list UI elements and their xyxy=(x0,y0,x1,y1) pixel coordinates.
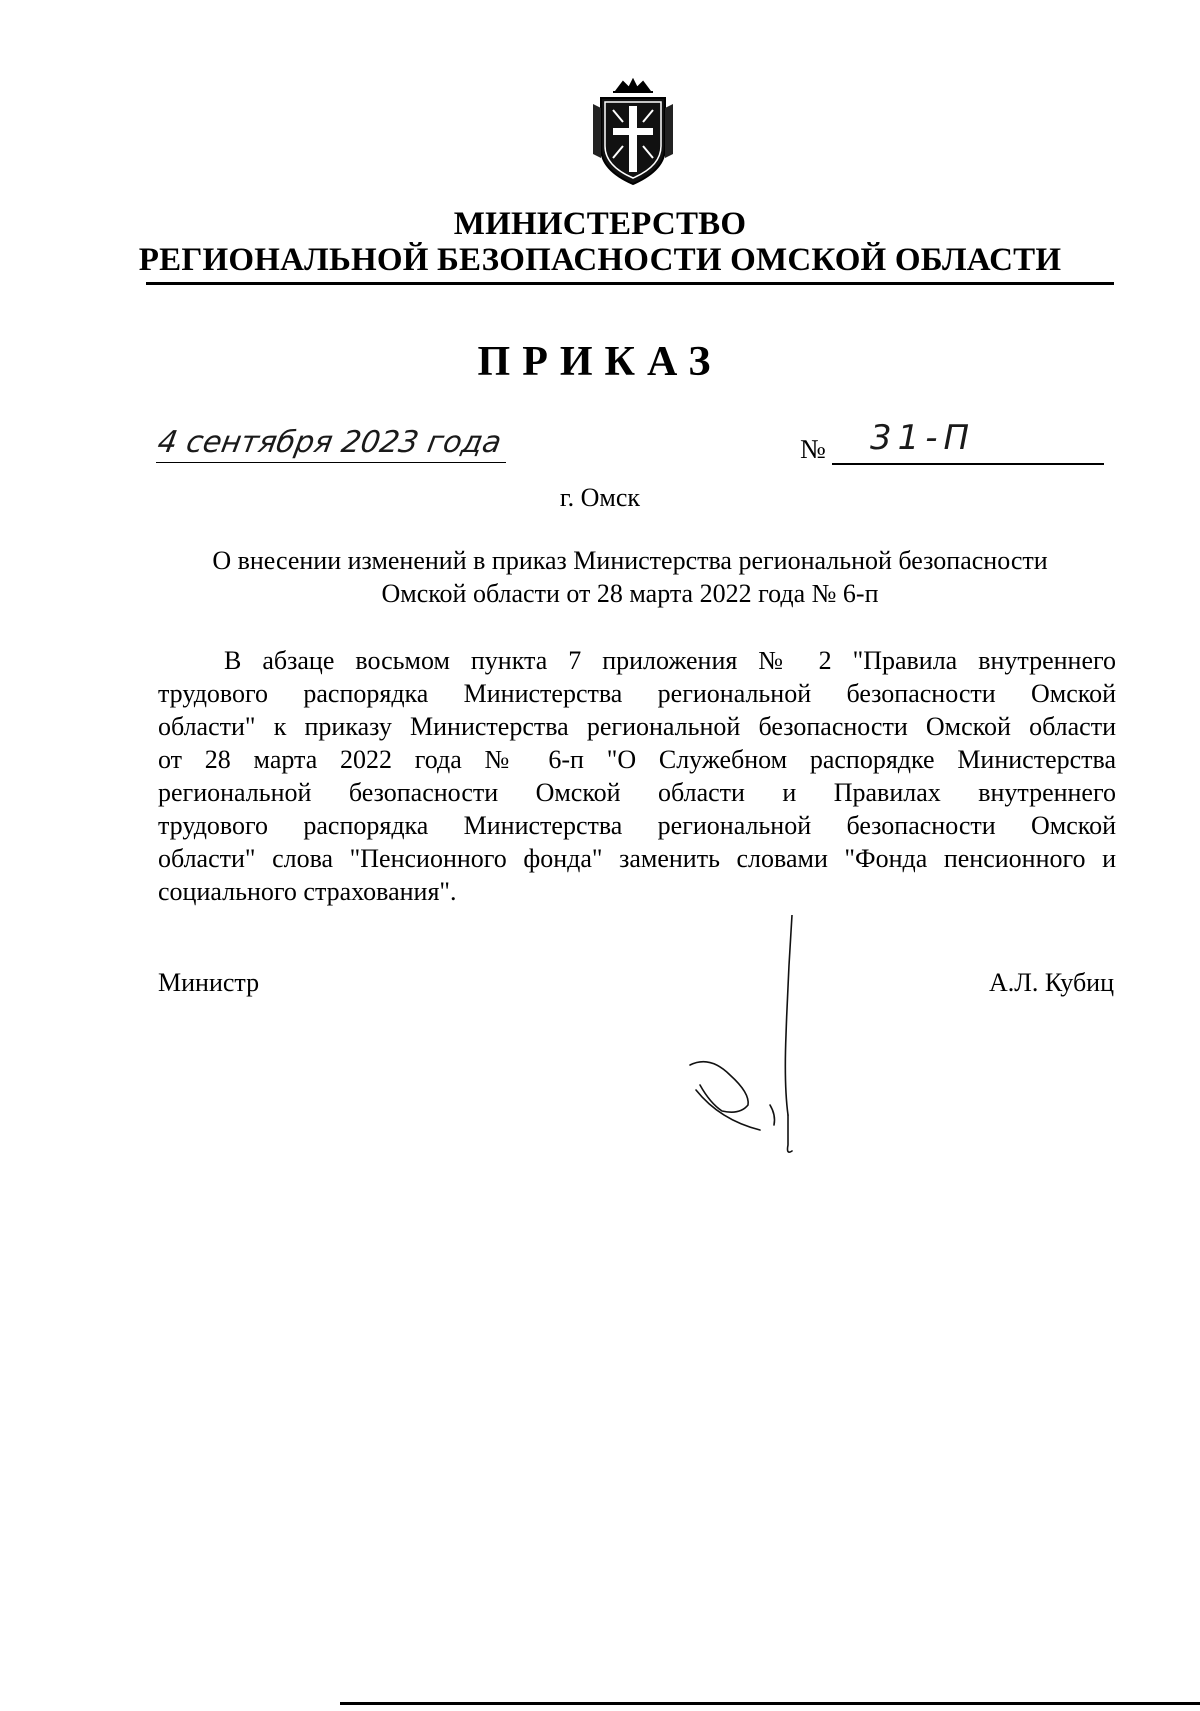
body-line: области" слова "Пенсионного фонда" заменить словами "Фонда пенсионного и xyxy=(158,844,1116,873)
header-divider xyxy=(146,282,1114,285)
signer-position: Министр xyxy=(158,968,260,997)
body-line: трудового распорядка Министерства региональной безопасности Омской xyxy=(158,811,1116,840)
signer-name: А.Л. Кубиц xyxy=(988,968,1114,997)
number-underline xyxy=(832,463,1104,465)
handwritten-date: 4 сентября 2023 года xyxy=(154,425,505,460)
subject-line: О внесении изменений в приказ Министерства региональной безопасности xyxy=(212,546,1048,575)
body-line: социального страхования". xyxy=(158,877,457,906)
document-subject xyxy=(150,544,1110,610)
subject-line: Омской области от 28 марта 2022 года № 6-п xyxy=(381,579,879,608)
coat-of-arms-icon xyxy=(583,78,683,190)
body-line: области" к приказу Министерства региональной безопасности Омской области xyxy=(158,712,1116,741)
body-line: региональной безопасности Омской области и Правилах внутреннего xyxy=(158,778,1116,807)
number-label: № xyxy=(800,434,826,464)
body-line: трудового распорядка Министерства региональной безопасности Омской xyxy=(158,679,1116,708)
body-line: В абзаце восьмом пункта 7 приложения № 2 "Правила внутреннего xyxy=(224,646,1116,675)
city: г. Омск xyxy=(559,483,641,512)
ministry-name-line1: МИНИСТЕРСТВО xyxy=(453,206,747,242)
date-underline xyxy=(156,462,506,463)
signature-icon xyxy=(670,915,820,1175)
body-line: от 28 марта 2022 года № 6-п "О Служебном распорядке Министерства xyxy=(158,745,1116,774)
handwritten-number: 31-П xyxy=(870,418,976,458)
bottom-border xyxy=(340,1702,1200,1705)
document-title: ПРИКАЗ xyxy=(477,339,723,385)
ministry-name-line2: РЕГИОНАЛЬНОЙ БЕЗОПАСНОСТИ ОМСКОЙ ОБЛАСТИ xyxy=(138,242,1062,278)
document-body xyxy=(158,644,1116,908)
